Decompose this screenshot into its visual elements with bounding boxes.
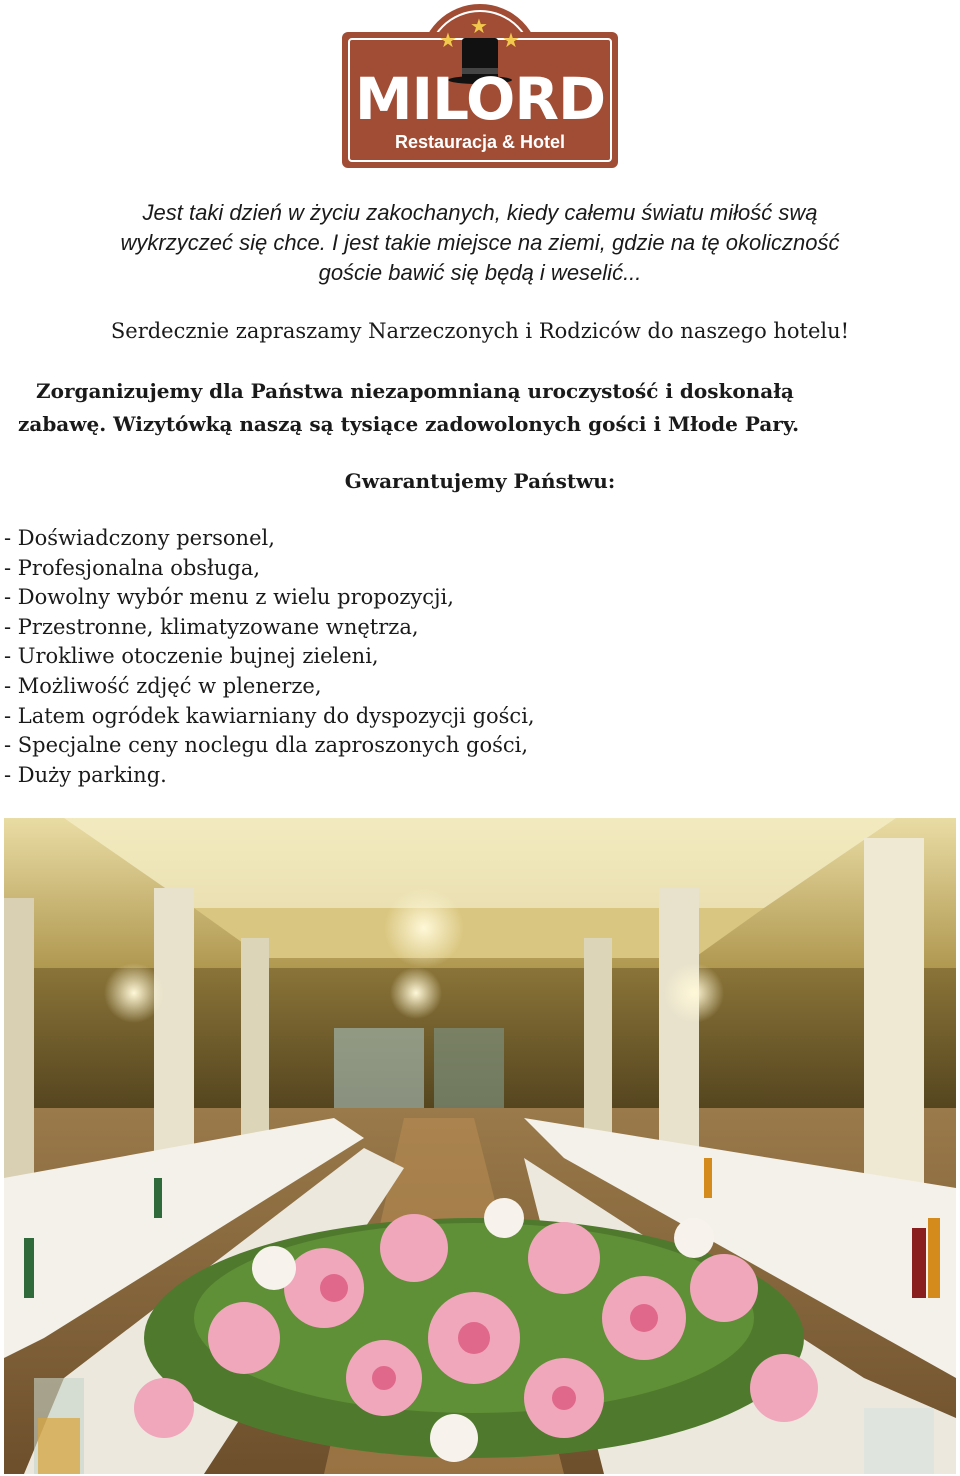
feature-item: - Urokliwe otoczenie bujnej zieleni, — [4, 644, 379, 669]
intro-paragraph — [20, 198, 940, 288]
feature-item: - Duży parking. — [4, 762, 167, 787]
feature-item: - Profesjonalna obsługa, — [4, 555, 261, 580]
offer-line: Zorganizujemy dla Państwa niezapomnianą uroczystość i doskonałą — [36, 379, 794, 403]
feature-list — [4, 524, 535, 790]
offer-line: zabawę. Wizytówką naszą są tysiące zadowolonych gości i Młode Pary. — [18, 412, 800, 436]
feature-item: - Specjalne ceny noclegu dla zaproszonych gości, — [4, 733, 529, 758]
feature-item: - Dowolny wybór menu z wielu propozycji, — [4, 585, 454, 610]
intro-line: Jest taki dzień w życiu zakochanych, kiedy całemu światu miłość swą — [142, 200, 818, 225]
feature-item: - Latem ogródek kawiarniany do dyspozycji gości, — [4, 703, 535, 728]
banquet-hall-illustration — [4, 818, 956, 1474]
intro-line: wykrzyczeć się chce. I jest takie miejsce na ziemi, gdzie na tę okoliczność — [120, 230, 840, 255]
offer-paragraph — [18, 375, 944, 441]
star-icon: ★ — [470, 14, 488, 38]
feature-item: - Doświadczony personel, — [4, 526, 275, 550]
logo-name: MILORD — [354, 65, 606, 133]
banquet-hall-photo — [4, 818, 956, 1474]
guarantee-heading: Gwarantujemy Państwu: — [344, 469, 616, 493]
intro-line: goście bawić się będą i weselić... — [318, 260, 642, 285]
star-icon: ★ — [439, 28, 457, 52]
welcome-text: Serdecznie zapraszamy Narzeczonych i Rodziców do naszego hotelu! — [110, 319, 850, 343]
star-icon: ★ — [502, 28, 520, 52]
logo-subtitle: Restauracja & Hotel — [394, 132, 566, 152]
milord-logo — [342, 4, 618, 168]
feature-item: - Przestronne, klimatyzowane wnętrza, — [4, 614, 419, 639]
feature-item: - Możliwość zdjęć w plenerze, — [4, 673, 322, 698]
